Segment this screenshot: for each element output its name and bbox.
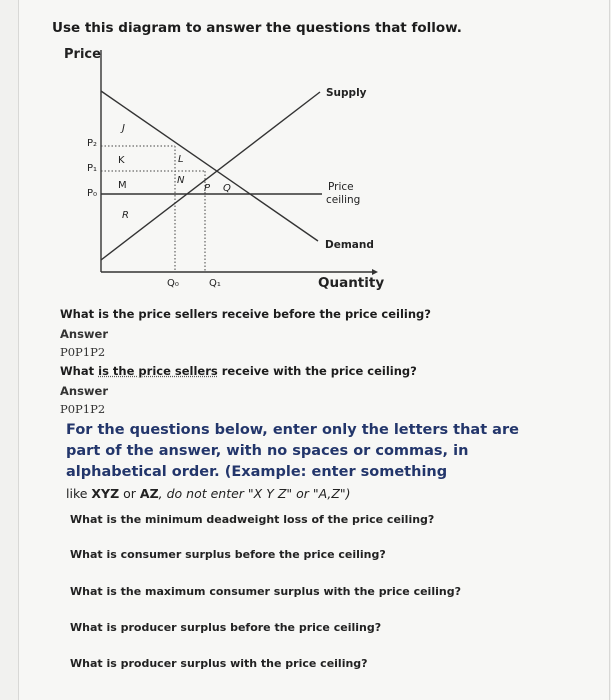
region-p: P [204,183,211,194]
demand-label: Demand [325,239,374,251]
demand-curve [101,91,318,241]
region-l: L [178,154,184,165]
instructions-main: For the questions below, enter only the letters that are part of the answer, with no spaces or commas, in alphabetical order. (Example: enter something [66,422,519,480]
instructions-block [66,420,536,505]
question-2 [60,364,417,378]
question-2-part2: receive with the price ceiling? [217,364,417,378]
region-q: Q [223,183,231,194]
p0-label: P₀ [87,188,98,199]
region-n: N [177,175,185,186]
x-axis-label: Quantity [318,275,385,291]
question-max-consumer-surplus-with: What is the maximum consumer surplus with the price ceiling? [70,585,461,598]
instructions-example: like XYZ or AZ, do not enter "X Y Z" or "A,Z") [66,486,351,501]
question-producer-surplus-before: What is producer surplus before the price ceiling? [70,621,382,634]
question-2-answer-select[interactable]: P0P1P2 [60,402,106,416]
question-producer-surplus-with: What is producer surplus with the price ceiling? [70,657,368,670]
question-1-answer-label: Answer [60,327,109,341]
q1-label: Q₁ [209,278,221,289]
question-2-part1: What [60,364,99,378]
y-axis-label: Price [64,47,101,62]
price-ceiling-label-line1: Price [328,181,354,193]
question-deadweight-loss: What is the minimum deadweight loss of the price ceiling? [70,513,435,526]
price-ceiling-label-line2: ceiling [326,194,361,206]
question-1-answer-select[interactable]: P0P1P2 [60,345,106,359]
supply-label: Supply [326,87,367,99]
question-2-dotted: is the price sellers [98,364,218,378]
page-heading: Use this diagram to answer the questions that follow. [52,20,462,36]
p2-label: P₂ [87,138,98,149]
question-1: What is the price sellers receive before the price ceiling? [60,307,431,321]
region-j: J [122,123,125,134]
supply-curve [101,92,320,260]
region-k: K [118,155,125,166]
region-r: R [122,210,129,221]
p1-label: P₁ [87,163,98,174]
supply-demand-diagram [0,0,611,300]
question-2-answer-label: Answer [60,384,109,398]
region-m: M [118,180,127,191]
q0-label: Q₀ [167,278,179,289]
question-consumer-surplus-before: What is consumer surplus before the price ceiling? [70,548,386,561]
